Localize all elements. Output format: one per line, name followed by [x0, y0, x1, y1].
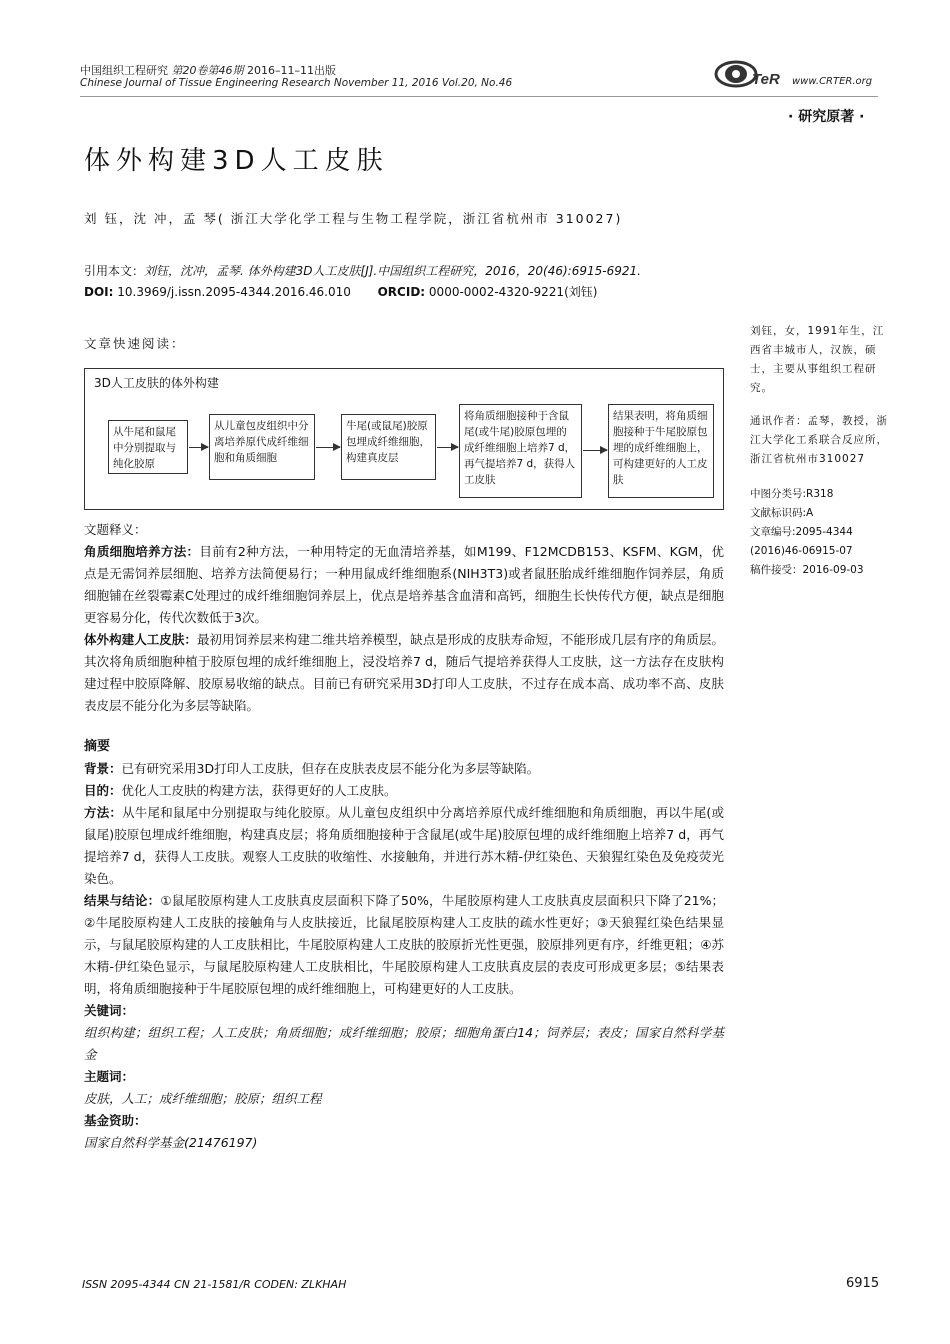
header-divider — [80, 96, 878, 97]
results-label: 结果与结论： — [84, 893, 161, 908]
subject-label-text: 主题词： — [84, 1069, 135, 1084]
aim-label: 目的： — [84, 783, 122, 798]
flow-arrow-1 — [189, 447, 208, 448]
journal-website[interactable]: www.CRTER.org — [792, 76, 873, 87]
citation-text: 刘钰，沈冲，孟琴. 体外构建3D人工皮肤[J].中国组织工程研究，2016，20(46):6915-6921. — [144, 264, 641, 278]
background-text: 已有研究采用3D打印人工皮肤，但存在皮肤表皮层不能分化为多层等缺陷。 — [121, 761, 540, 776]
abstract-background — [84, 758, 724, 780]
term-1-label: 角质细胞培养方法： — [84, 544, 200, 559]
abstract-aim — [84, 780, 724, 802]
abstract-method — [84, 802, 724, 890]
flow-step-5: 结果表明，将角质细胞接种于牛尾胶原包埋的成纤维细胞上，可构建更好的人工皮肤 — [608, 404, 714, 498]
term-2-label: 体外构建人工皮肤： — [84, 632, 197, 647]
subject-text: 皮肤，人工；成纤维细胞；胶原；组织工程 — [84, 1091, 322, 1106]
publish-date-cn: 2016–11–11出版 — [247, 64, 336, 77]
doi-value[interactable]: 10.3969/j.issn.2095-4344.2016.46.010 — [117, 285, 351, 299]
subject-label — [84, 1066, 724, 1088]
flowchart-title: 3D人工皮肤的体外构建 — [94, 376, 219, 390]
journal-header-en: Chinese Journal of Tissue Engineering Research November 11, 2016 Vol.20, No.46 — [80, 77, 513, 89]
explanation-term-1 — [84, 541, 724, 629]
journal-header-cn — [80, 62, 336, 78]
crter-logo — [712, 56, 800, 92]
clc-number: 中图分类号:R318 — [750, 488, 834, 500]
citation-label: 引用本文： — [84, 264, 145, 278]
page-number: 6915 — [846, 1276, 880, 1291]
document-code: 文献标识码:A — [750, 507, 814, 519]
term-1-text: 目前有2种方法，一种用特定的无血清培养基，如M199、F12MCDB153、KSFM、KGM，优点是无需饲养层细胞、培养方法简便易行；一种用鼠成纤维细胞系(NIH3T3)或者鼠胚胎成纤维细胞作饲养层，角质细胞铺在丝裂霉素C处理过的成纤维细胞饲养层上，优点是培养基含血清和高钙，细胞生长快传代方便，缺点是细胞更容易分化，传代次数低于3次。 — [84, 544, 724, 625]
term-2-text: 最初用饲养层来构建二维共培养模型，缺点是形成的皮肤寿命短，不能形成几层有序的角质层。其次将角质细胞种植于胶原包埋的成纤维细胞上，浸没培养7 d，随后气提培养获得人工皮肤，这一方法存在皮肤构建过程中胶原降解、胶原易收缩的缺点。目前已有研究采用3D打印人工皮肤，不过存在成本高、成功率不高、皮肤表皮层不能分化为多层等缺陷。 — [84, 632, 724, 713]
method-label: 方法： — [84, 805, 123, 820]
flow-step-1: 从牛尾和鼠尾中分别提取与纯化胶原 — [108, 420, 188, 474]
received-date: 稿件接受：2016-09-03 — [750, 564, 864, 576]
doi-label: DOI: — [84, 285, 114, 299]
flow-arrow-4 — [583, 450, 607, 451]
explanation-heading: 文题释义： — [84, 522, 147, 537]
citation-line — [84, 262, 641, 279]
journal-name-cn: 中国组织工程研究 — [80, 64, 168, 77]
article-number: 文章编号:2095-4344 — [750, 526, 853, 538]
abstract-results — [84, 890, 724, 1000]
keywords-text: 组织构建；组织工程；人工皮肤；角质细胞；成纤维细胞；胶原；细胞角蛋白14；饲养层；表皮；国家自然科学基金 — [84, 1025, 724, 1062]
article-type-badge: · 研究原著 · — [788, 109, 865, 125]
quick-read-label: 文章快速阅读： — [84, 336, 186, 351]
explanation-term-2 — [84, 629, 724, 717]
footer-issn: ISSN 2095-4344 CN 21-1581/R CODEN: ZLKHAH — [82, 1278, 347, 1291]
doi-orcid-line — [84, 283, 597, 300]
volume-issue-cn: 第20卷第46期 — [171, 64, 244, 77]
results-text: ①鼠尾胶原构建人工皮肤真皮层面积下降了50%，牛尾胶原构建人工皮肤真皮层面积只下降了21%；②牛尾胶原构建人工皮肤的接触角与人皮肤接近，比鼠尾胶原构建人工皮肤的疏水性更好；③天狼猩红染色结果显示，与鼠尾胶原构建的人工皮肤相比，牛尾胶原构建人工皮肤的胶原折光性更强，胶原排列更有序，纤维更粗；④苏木精-伊红染色显示，与鼠尾胶原构建人工皮肤相比，牛尾胶原构建人工皮肤真皮层的表皮可形成更多层；⑤结果表明，将角质细胞接种于牛尾胶原包埋的成纤维细胞上，可构建更好的人工皮肤。 — [84, 893, 724, 996]
svg-text:TeR: TeR — [752, 71, 780, 88]
background-label: 背景： — [84, 761, 122, 776]
sidebar-notes — [750, 322, 890, 580]
flow-step-4: 将角质细胞接种于含鼠尾(或牛尾)胶原包埋的成纤维细胞上培养7 d，再气提培养7 d，获得人工皮肤 — [459, 404, 582, 498]
keywords-label — [84, 1000, 724, 1022]
fund-label-text: 基金资助： — [84, 1113, 147, 1128]
fund-text: 国家自然科学基金(21476197) — [84, 1135, 258, 1150]
abstract-section — [84, 736, 724, 1154]
orcid-value[interactable]: 0000-0002-4320-9221(刘钰) — [428, 285, 598, 299]
article-title: 体外构建3D人工皮肤 — [84, 146, 389, 176]
author-bio: 刘钰，女，1991年生，江西省丰城市人，汉族，硕士，主要从事组织工程研究。 — [750, 325, 885, 394]
aim-text: 优化人工皮肤的构建方法，获得更好的人工皮肤。 — [121, 783, 397, 798]
flow-step-2: 从儿童包皮组织中分离培养原代成纤维细胞和角质细胞 — [209, 414, 315, 480]
orcid-label: ORCID: — [377, 285, 426, 299]
keywords-label-text: 关键词： — [84, 1003, 135, 1018]
fund-label — [84, 1110, 724, 1132]
author-affiliation: 刘 钰，沈 冲，孟 琴( 浙江大学化学工程与生物工程学院，浙江省杭州市 310027) — [84, 211, 623, 226]
corresponding-author: 通讯作者：孟琴，教授，浙江大学化工系联合反应所，浙江省杭州市310027 — [750, 415, 888, 465]
article-number-cont: (2016)46-06915-07 — [750, 545, 853, 557]
method-text: 从牛尾和鼠尾中分别提取与纯化胶原。从儿童包皮组织中分离培养原代成纤维细胞和角质细胞，再以牛尾(或鼠尾)胶原包埋成纤维细胞，构建真皮层；将角质细胞接种于含鼠尾(或牛尾)胶原包埋的成纤维细胞上培养7 d，再气提培养7 d，获得人工皮肤。观察人工皮肤的收缩性、水接触角，并进行苏木精-伊红染色、天狼猩红染色及免疫荧光染色。 — [84, 805, 724, 886]
flow-step-3: 牛尾(或鼠尾)胶原包埋成纤维细胞，构建真皮层 — [341, 414, 436, 480]
flow-arrow-2 — [316, 447, 340, 448]
flow-arrow-3 — [437, 447, 458, 448]
explanation-section — [84, 519, 724, 717]
abstract-heading: 摘要 — [84, 739, 111, 754]
